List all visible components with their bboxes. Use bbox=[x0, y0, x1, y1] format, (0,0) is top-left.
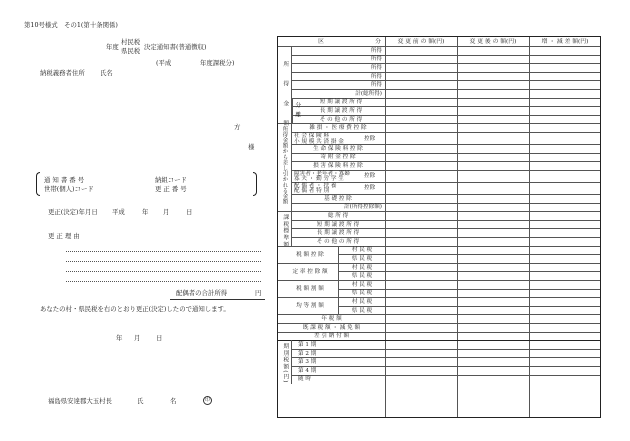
header-before: 変 更 前 の 額(円) bbox=[397, 39, 445, 45]
payment-code-label: 納組コード bbox=[155, 176, 187, 184]
issuer-name-label-2: 名 bbox=[170, 397, 177, 405]
row-label: 既 課 税 額 ・ 減 免 額 bbox=[302, 324, 361, 331]
reason-line-4[interactable] bbox=[66, 281, 261, 282]
row-label: 長 期 譲 渡 所 得 bbox=[319, 108, 363, 114]
seal-icon: 印 bbox=[204, 397, 210, 403]
row-label: 第 2 期 bbox=[298, 350, 317, 357]
correction-date-label: 更正(決定)年月日 bbox=[48, 208, 98, 216]
reason-line-2[interactable] bbox=[66, 261, 261, 262]
notice-text: あなたの村・県民税を右のとおり更正(決定)したので通知します。 bbox=[40, 305, 230, 313]
taxpayer-name-label: 氏名 bbox=[100, 69, 113, 77]
issue-month: 月 bbox=[134, 334, 141, 342]
row-label: 社 会 保 険 料 bbox=[294, 133, 330, 139]
row-label: 定 率 控 除 額 bbox=[292, 268, 328, 275]
row-label: 生 命 保 険 料 控 除 bbox=[313, 145, 363, 152]
title-muni-bottom: 県民税 bbox=[121, 47, 141, 55]
row-label: 配 偶 者 ・ 扶 養 bbox=[294, 182, 337, 189]
group-standard: 課税標準額 bbox=[281, 214, 288, 249]
issue-year: 年 bbox=[116, 334, 123, 342]
row-label: 税 額 控 除 bbox=[296, 251, 324, 258]
row-label: 第 1 期 bbox=[298, 341, 317, 348]
title-note-close: 年度課税分) bbox=[200, 59, 235, 67]
row-label: 長 期 譲 渡 所 得 bbox=[316, 230, 360, 237]
title-main: 決定通知書(普通徴収) bbox=[144, 43, 207, 51]
pair-divider bbox=[338, 298, 339, 315]
personal-code-label: 世帯(個人)コード bbox=[44, 185, 94, 193]
form-number: 第10号様式 その1(第十条関係) bbox=[24, 21, 118, 29]
group-separate: 分 離 bbox=[293, 101, 300, 119]
correction-reason-label: 更 正 理 由 bbox=[48, 232, 80, 240]
row-label: 配 偶 者 特 別 bbox=[294, 188, 330, 195]
row-label: 総 所 得 bbox=[327, 212, 349, 219]
spouse-income-underline bbox=[170, 299, 265, 300]
issue-day: 日 bbox=[156, 334, 163, 342]
bracket-right bbox=[253, 172, 257, 196]
row-label: そ の 他 の 所 得 bbox=[316, 238, 360, 245]
row-label: 短 期 譲 渡 所 得 bbox=[316, 221, 360, 228]
row-label: 年 税 額 bbox=[321, 316, 342, 323]
row-label: 控除 bbox=[364, 185, 376, 192]
row-label: 県 民 税 bbox=[351, 290, 373, 297]
correction-date-month: 月 bbox=[163, 208, 170, 216]
row-label: 随 時 bbox=[298, 376, 311, 383]
row-label: 所得 bbox=[370, 82, 382, 89]
row-label: 村 民 税 bbox=[351, 247, 373, 254]
issuer-name-label-1: 氏 bbox=[137, 397, 144, 405]
value-cell-diff[interactable] bbox=[530, 376, 600, 385]
group-deduction: 所得金額から差し引かれる金額 bbox=[281, 126, 288, 205]
title-muni-top: 村民税 bbox=[121, 38, 141, 46]
pair-divider bbox=[338, 281, 339, 298]
row-label: 所得 bbox=[370, 73, 382, 80]
taxpayer-address-label: 納税義務者住所 bbox=[40, 69, 85, 77]
value-cell-before[interactable] bbox=[386, 376, 456, 385]
honorific-kata: 方 bbox=[234, 123, 241, 131]
row-label: 県 民 税 bbox=[351, 307, 373, 314]
header-after: 変 更 後 の 額(円) bbox=[469, 39, 517, 45]
row-label: 村 民 税 bbox=[351, 264, 373, 271]
row-label: 寄 附 金 控 除 bbox=[320, 154, 356, 161]
row-label: 第 4 期 bbox=[298, 367, 317, 374]
row-label: 小 規 模 共 済 掛 金 bbox=[294, 138, 344, 145]
value-cell-after[interactable] bbox=[458, 376, 528, 385]
correction-date-era: 平成 bbox=[112, 208, 125, 216]
notice-number-label: 通 知 書 番 号 bbox=[44, 176, 85, 184]
group-installments: 期別税額(円) bbox=[281, 343, 288, 384]
correction-date-year: 年 bbox=[142, 208, 149, 216]
row-label: 障害者・老年者・寡婦 bbox=[294, 170, 350, 177]
bracket-left bbox=[36, 172, 40, 196]
row-label: 計(総所得) bbox=[355, 90, 382, 97]
update-number-label: 更 正 番 号 bbox=[155, 185, 187, 193]
row-label: 損 害 保 険 料 控 除 bbox=[313, 163, 363, 170]
issuer-name: 福島県安達郡大玉村長 bbox=[48, 397, 112, 405]
spouse-income-unit: 円 bbox=[255, 289, 262, 297]
row-label: 村 民 税 bbox=[351, 281, 373, 288]
tax-table bbox=[277, 36, 601, 418]
row-label: 税 額 割 額 bbox=[296, 286, 324, 293]
title-year: 年度 bbox=[106, 43, 119, 51]
correction-date-day: 日 bbox=[186, 208, 193, 216]
row-label: 差 引 納 付 額 bbox=[313, 333, 350, 340]
row-label: 県 民 税 bbox=[351, 255, 373, 262]
row-label: 均 等 割 額 bbox=[296, 303, 324, 310]
header-category-2: 分 bbox=[375, 39, 381, 45]
row-label: 所得 bbox=[370, 56, 382, 63]
honorific-sama: 様 bbox=[248, 143, 255, 151]
row-label: 計(所得控除額) bbox=[344, 204, 382, 211]
row-label: 控除 bbox=[364, 173, 376, 180]
row-label: 短 期 譲 渡 所 得 bbox=[319, 99, 363, 106]
pair-divider bbox=[338, 247, 339, 264]
header-category: 区 bbox=[318, 39, 324, 45]
row-label: 村 民 税 bbox=[351, 298, 373, 305]
pair-divider bbox=[338, 264, 339, 281]
header-diff: 増 ・ 減 差 額(円) bbox=[541, 39, 589, 45]
spouse-income-label: 配偶者の合計所得 bbox=[176, 289, 228, 297]
reason-line-1[interactable] bbox=[66, 251, 261, 252]
row-label: 所得 bbox=[370, 47, 382, 54]
row-label: 所得 bbox=[370, 65, 382, 71]
reason-line-3[interactable] bbox=[66, 271, 261, 272]
row-label: そ の 他 の 所 得 bbox=[319, 116, 363, 123]
row-label: 寡 夫 ・ 勤 労 学 生 bbox=[294, 176, 344, 183]
group-income: 所 得 金 額 bbox=[281, 61, 288, 132]
row-label: 県 民 税 bbox=[351, 273, 373, 280]
row-label: 第 3 期 bbox=[298, 359, 317, 366]
row-label: 基 礎 控 除 bbox=[324, 195, 352, 202]
title-note-open: (平成 bbox=[156, 59, 172, 67]
row-label: 雑 損 ・ 医 療 費 控 除 bbox=[309, 125, 367, 132]
row-label: 控除 bbox=[364, 135, 376, 142]
